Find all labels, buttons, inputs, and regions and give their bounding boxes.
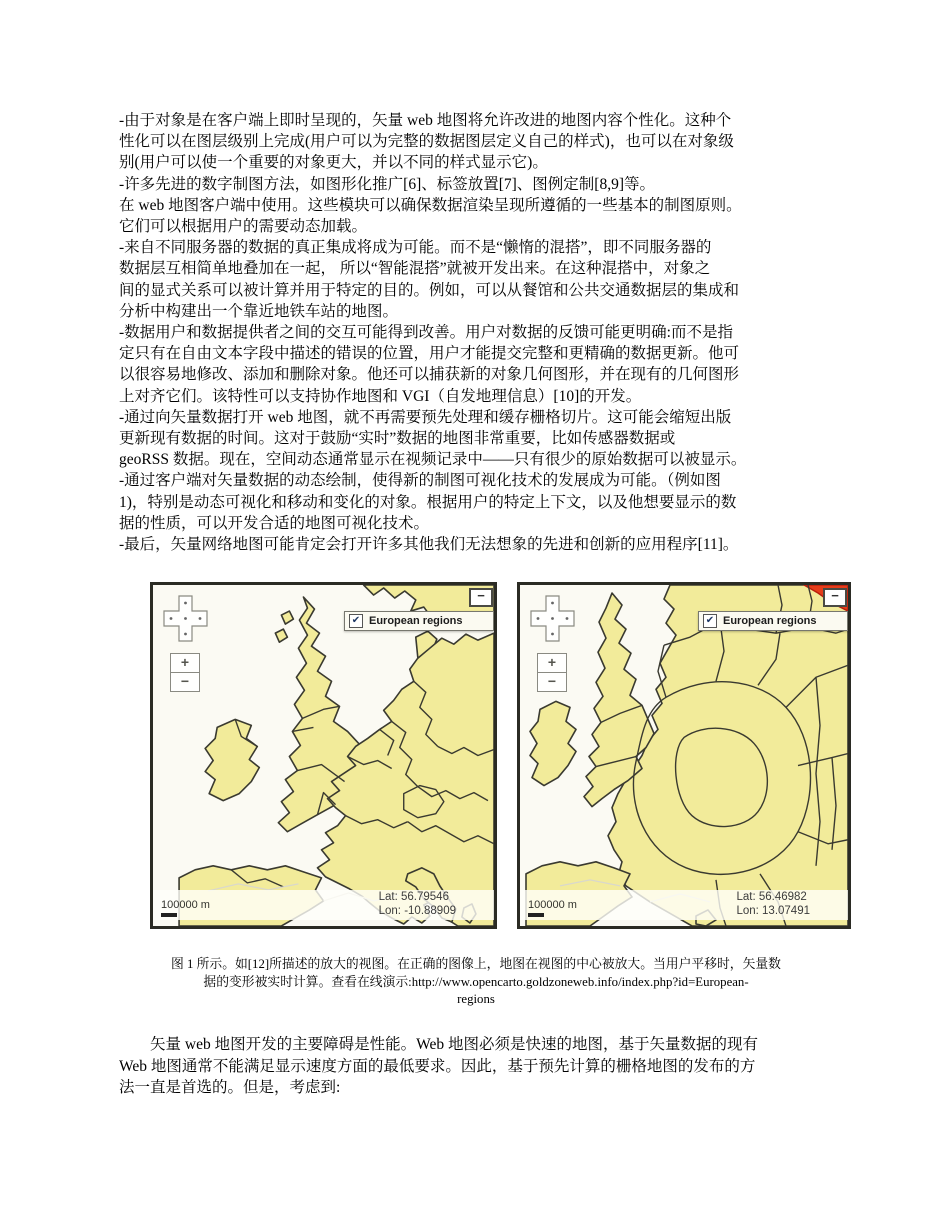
pan-down-icon [551,633,554,636]
text-line: 数据层互相简单地叠加在一起， 所以“智能混搭”就被开发出来。在这种混搭中，对象之 [119,260,711,278]
text-line: 分析中构建出一个靠近地铁车站的地图。 [119,302,399,320]
layer-switcher-minimize-button: − [469,588,493,607]
text-line: 在 web 地图客户端中使用。这些模块可以确保数据渲染呈现所遵循的一些基本的制图原则。 [119,196,742,214]
figure-map-right [517,582,851,929]
latitude-value: Lat: 56.46982 [736,891,807,903]
text-line: -许多先进的数字制图方法，如图形化推广[6]、标签放置[7]、图例定制[8,9]等。 [119,175,656,193]
layer-switcher [698,611,848,631]
scale-indicator [528,899,577,917]
layer-checkbox [349,614,363,628]
text-line: 法一直是首选的。但是，考虑到: [119,1079,341,1096]
scale-bar [528,913,544,917]
text-line: 上对齐它们。该特性可以支持协作地图和 VGI（自发地理信息）[10]的开发。 [119,387,642,405]
zoom-out-button: − [538,672,566,691]
pan-right-icon [199,617,202,620]
layer-label: European regions [369,615,463,627]
layer-label: European regions [723,615,817,627]
paragraph-block [119,110,835,555]
zoom-control [170,653,200,692]
scale-label: 100000 m [161,899,210,911]
pan-control [163,595,208,642]
zoom-control [537,653,567,692]
text-line: 性化可以在图层级别上完成(用户可以为完整的数据图层定义自己的样式)，也可以在对象级 [119,133,734,151]
closing-paragraph [119,1034,835,1099]
coordinates-readout [736,890,810,918]
text-line: geoRSS 数据。现在，空间动态通常显示在视频记录中——只有很少的原始数据可以被显示。 [119,451,747,469]
text-line: -通过向矢量数据打开 web 地图，就不再需要预先处理和缓存栅格切片。这可能会缩短出版 [119,408,732,426]
coordinates-readout [379,890,456,918]
text-line: -通过客户端对矢量数据的动态绘制，使得新的制图可视化技术的发展成为可能。（例如图 [119,472,721,490]
layer-switcher [344,611,494,631]
text-line: -最后，矢量网络地图可能肯定会打开许多其他我们无法想象的先进和创新的应用程序[11]。 [119,536,739,554]
map-footer-overlay [520,890,848,920]
zoom-in-button: + [180,654,190,670]
text-line: 间的显式关系可以被计算并用于特定的目的。例如，可以从餐馆和公共交通数据层的集成和 [119,281,740,299]
text-line: -来自不同服务器的数据的真正集成将成为可能。而不是“懒惰的混搭”，即不同服务器的 [119,239,712,257]
pan-control [530,595,575,642]
text-line: Web 地图通常不能满足显示速度方面的最低要求。因此，基于预先计算的栅格地图的发布的方 [119,1057,756,1075]
pan-right-icon [566,617,569,620]
check-icon: ✔ [351,615,361,626]
scale-indicator [161,899,210,917]
text-line: 以很容易地修改、添加和删除对象。他还可以捕获新的对象几何图形，并在现有的几何图形 [119,366,740,384]
pan-up-icon [551,602,554,605]
pan-left-icon [170,617,173,620]
zoom-in-button: + [547,654,557,670]
map-footer-overlay [153,890,494,920]
text-line: 它们可以根据用户的需要动态加载。 [119,218,368,236]
scale-label: 100000 m [528,899,577,911]
zoom-out-button: − [171,672,199,691]
text-line: 矢量 web 地图开发的主要障碍是性能。Web 地图必须是快速的地图，基于矢量数据的现有 [150,1036,758,1053]
pan-center-icon [551,617,554,620]
caption-line: 图 1 所示。如[12]所描述的放大的视图。在正确的图像上，地图在视图的中心被放大。当用户平移时，矢量数 [171,957,781,971]
figure-caption [90,956,862,1009]
pan-center-icon [184,617,187,620]
pan-left-icon [537,617,540,620]
text-line: -由于对象是在客户端上即时呈现的，矢量 web 地图将允许改进的地图内容个性化。这种个 [119,112,732,129]
land-regions [179,585,494,926]
longitude-value: Lon: -10.88909 [378,905,456,917]
text-line: -数据用户和数据提供者之间的交互可能得到改善。用户对数据的反馈可能更明确:而不是指 [119,324,733,342]
check-icon: ✔ [705,615,715,626]
text-line: 别(用户可以使一个重要的对象更大，并以不同的样式显示它)。 [119,154,548,172]
text-line: 1)，特别是动态可视化和移动和变化的对象。根据用户的特定上下文，以及他想要显示的数 [119,493,737,511]
scale-bar [161,913,177,917]
figure-map-left [150,582,497,929]
pan-down-icon [184,633,187,636]
text-line: 定只有在自由文本字段中描述的错误的位置，用户才能提交完整和更精确的数据更新。他可 [119,345,740,363]
text-line: 据的性质，可以开发合适的地图可视化技术。 [119,514,430,532]
layer-switcher-minimize-button: − [823,588,847,607]
pan-up-icon [184,602,187,605]
caption-line: 据的变形被实时计算。查看在线演示:http://www.opencarto.goldzoneweb.info/index.php?id=European- [203,974,749,989]
latitude-value: Lat: 56.79546 [378,891,449,903]
longitude-value: Lon: 13.07491 [736,905,810,917]
caption-line: regions [457,992,495,1006]
layer-checkbox [703,614,717,628]
text-line: 更新现有数据的时间。这对于鼓励“实时”数据的地图非常重要，比如传感器数据或 [119,430,676,448]
